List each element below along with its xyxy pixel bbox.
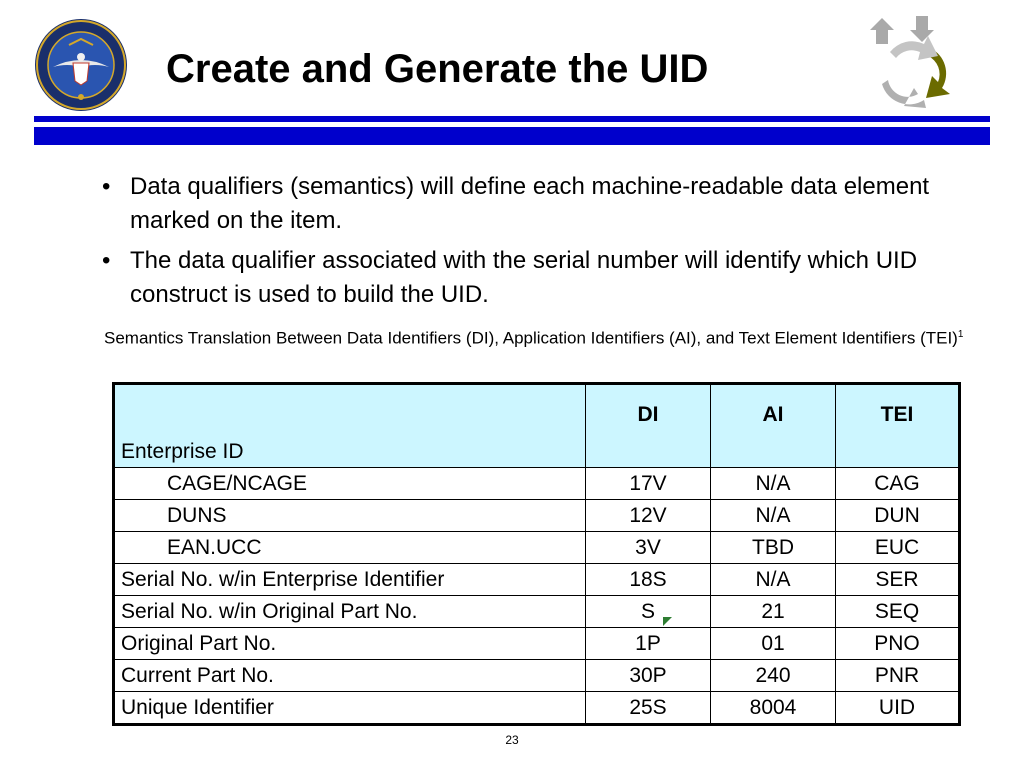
header-rule-thin: [34, 116, 990, 122]
bullet-item: [102, 244, 982, 312]
recycle-arrows-icon: [868, 14, 960, 110]
table-row: [114, 660, 960, 692]
table-row: [114, 628, 960, 660]
table-row: [114, 500, 960, 532]
cell-ai: 8004: [711, 692, 836, 725]
header-enterprise-id: Enterprise ID: [114, 384, 586, 468]
cell-di: 25S: [586, 692, 711, 725]
cell-ai: TBD: [711, 532, 836, 564]
bullet-dot-icon: •: [102, 173, 111, 200]
cell-di: S: [586, 596, 711, 628]
cell-name: Serial No. w/in Enterprise Identifier: [114, 564, 586, 596]
cell-di: 3V: [586, 532, 711, 564]
cell-name: EAN.UCC: [114, 532, 586, 564]
cell-tei: CAG: [836, 468, 960, 500]
cell-di: 12V: [586, 500, 711, 532]
bullet-item: [102, 170, 982, 238]
table-row: [114, 468, 960, 500]
cell-ai: 01: [711, 628, 836, 660]
bullet-list: [102, 170, 982, 318]
table-row: [114, 596, 960, 628]
table-row: [114, 692, 960, 725]
bullet-text: Data qualifiers (semantics) will define each machine-readable data element marked on the item.: [130, 173, 930, 234]
cell-di: 30P: [586, 660, 711, 692]
cell-ai: N/A: [711, 564, 836, 596]
table-row: [114, 564, 960, 596]
bullet-dot-icon: •: [102, 247, 111, 274]
semantics-table: [112, 382, 961, 726]
cell-di: 17V: [586, 468, 711, 500]
table-header-row: [114, 384, 960, 468]
cell-di: 1P: [586, 628, 711, 660]
caption-text: Semantics Translation Between Data Identifiers (DI), Application Identifiers (AI), and Text Element Identifiers (TEI): [104, 328, 958, 348]
cell-name: Serial No. w/in Original Part No.: [114, 596, 586, 628]
table-caption: [104, 323, 984, 351]
cell-tei: PNR: [836, 660, 960, 692]
page-title: Create and Generate the UID: [166, 47, 709, 91]
cell-ai: 21: [711, 596, 836, 628]
cell-tei: SEQ: [836, 596, 960, 628]
cell-tei: UID: [836, 692, 960, 725]
footnote-ref: 1: [957, 329, 964, 340]
cell-ai: 240: [711, 660, 836, 692]
cell-tei: EUC: [836, 532, 960, 564]
header-rule-thick: [34, 127, 990, 145]
cell-name: Current Part No.: [114, 660, 586, 692]
cell-tei: PNO: [836, 628, 960, 660]
cell-ai: N/A: [711, 468, 836, 500]
page-number: 23: [505, 733, 519, 747]
cell-tei: DUN: [836, 500, 960, 532]
table-row: [114, 532, 960, 564]
cell-name: Original Part No.: [114, 628, 586, 660]
cell-name: CAGE/NCAGE: [114, 468, 586, 500]
cell-name: Unique Identifier: [114, 692, 586, 725]
cell-di: 18S: [586, 564, 711, 596]
dod-seal-icon: [33, 17, 129, 113]
header-di: DI: [586, 384, 711, 468]
bullet-text: The data qualifier associated with the serial number will identify which UID construct is used to build the UID.: [130, 247, 918, 308]
comment-marker-icon: [663, 617, 672, 626]
cell-tei: SER: [836, 564, 960, 596]
cell-ai: N/A: [711, 500, 836, 532]
header-ai: AI: [711, 384, 836, 468]
header-tei: TEI: [836, 384, 960, 468]
cell-name: DUNS: [114, 500, 586, 532]
